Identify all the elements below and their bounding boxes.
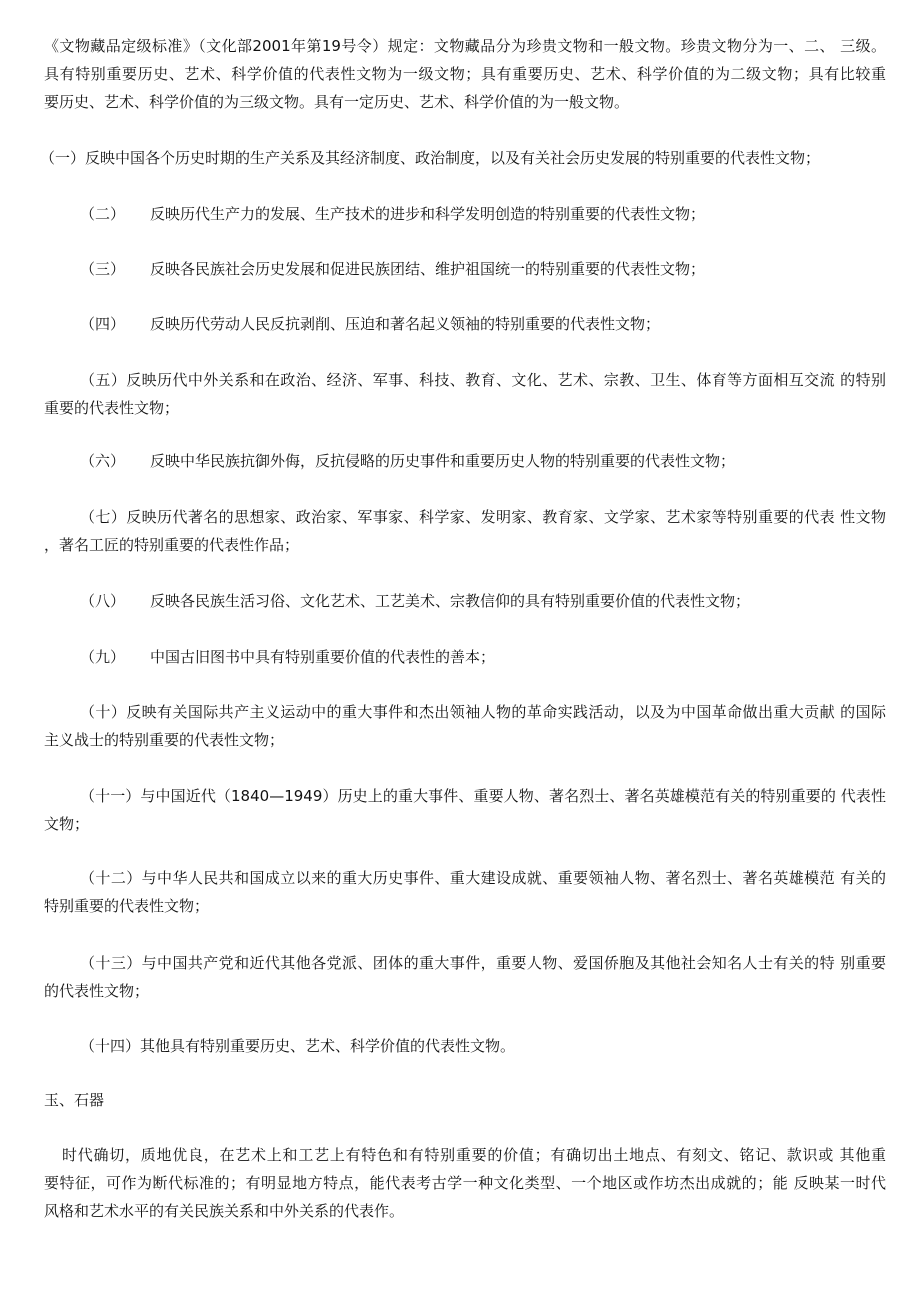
item-11-line: 文物； <box>44 815 90 833</box>
item-14: （十四）其他具有特别重要历史、艺术、科学价值的代表性文物。 <box>80 1037 516 1055</box>
item-text: 反映中华民族抗御外侮，反抗侵略的历史事件和重要历史人物的特别重要的代表性文物； <box>150 452 736 470</box>
item-2 <box>80 204 705 224</box>
item-5-line: （五）反映历代中外关系和在政治、经济、军事、科技、教育、文化、艺术、宗教、卫生、体育等方面相互交流 的特别 <box>80 371 886 389</box>
item-4 <box>80 314 660 334</box>
item-13-line: （十三）与中国共产党和近代其他各党派、团体的重大事件，重要人物、爱国侨胞及其他社会知名人士有关的特 别重要 <box>80 954 886 972</box>
item-10-line: （十）反映有关国际共产主义运动中的重大事件和杰出领袖人物的革命实践活动，以及为中国革命做出重大贡献 的国际 <box>80 703 886 721</box>
item-text: 反映历代生产力的发展、生产技术的进步和科学发明创造的特别重要的代表性文物； <box>150 205 706 223</box>
item-text: 反映各民族生活习俗、文化艺术、工艺美术、宗教信仰的具有特别重要价值的代表性文物； <box>150 592 751 610</box>
item-13-line: 的代表性文物； <box>44 982 150 1000</box>
item-7-line: ，著名工匠的特别重要的代表性作品； <box>44 536 300 554</box>
item-label: （四） <box>80 315 126 333</box>
item-label: （二） <box>80 205 126 223</box>
item-12-line: （十二）与中华人民共和国成立以来的重大历史事件、重大建设成就、重要领袖人物、著名烈士、著名英雄模范 有关的 <box>80 869 886 887</box>
section-para-line: 风格和艺术水平的有关民族关系和中外关系的代表作。 <box>44 1202 405 1220</box>
section-para-line: 时代确切，质地优良，在艺术上和工艺上有特色和有特别重要的价值；有确切出土地点、有刻文、铭记、款识或 其他重 <box>62 1146 886 1164</box>
item-3 <box>80 259 705 279</box>
item-8 <box>80 591 750 611</box>
item-label: （三） <box>80 260 126 278</box>
item-10-line: 主义战士的特别重要的代表性文物； <box>44 731 285 749</box>
item-text: 中国古旧图书中具有特别重要价值的代表性的善本； <box>150 648 496 666</box>
item-text: 反映各民族社会历史发展和促进民族团结、维护祖国统一的特别重要的代表性文物； <box>150 260 706 278</box>
item-6 <box>80 451 735 471</box>
item-label: （六） <box>80 452 126 470</box>
item-12-line: 特别重要的代表性文物； <box>44 897 210 915</box>
item-11-line: （十一）与中国近代（1840—1949）历史上的重大事件、重要人物、著名烈士、著名英雄模范有关的特别重要的 代表性 <box>80 787 886 805</box>
item-5-line: 重要的代表性文物； <box>44 399 180 417</box>
item-label: （九） <box>80 648 126 666</box>
item-9 <box>80 647 495 667</box>
item-label: （八） <box>80 592 126 610</box>
section-title: 玉、石器 <box>44 1091 105 1109</box>
item-7-line: （七）反映历代著名的思想家、政治家、军事家、科学家、发明家、教育家、文学家、艺术家等特别重要的代表 性文物 <box>80 508 886 526</box>
intro-line: 具有特别重要历史、艺术、科学价值的代表性文物为一级文物；具有重要历史、艺术、科学价值的为二级文物；具有比较重 <box>44 65 886 83</box>
item-text: 反映历代劳动人民反抗剥削、压迫和著名起义领袖的特别重要的代表性文物； <box>150 315 661 333</box>
intro-line: 《文物藏品定级标准》（文化部2001年第19号令）规定：文物藏品分为珍贵文物和一般文物。珍贵文物分为一、二、 三级。 <box>44 37 886 55</box>
intro-line: 要历史、艺术、科学价值的为三级文物。具有一定历史、艺术、科学价值的为一般文物。 <box>44 93 630 111</box>
section-para-line: 要特征，可作为断代标准的；有明显地方特点，能代表考古学一种文化类型、一个地区或作坊杰出成就的；能 反映某一时代 <box>44 1174 886 1192</box>
item-1: （一）反映中国各个历史时期的生产关系及其经济制度、政治制度，以及有关社会历史发展的特别重要的代表性文物； <box>40 149 821 167</box>
